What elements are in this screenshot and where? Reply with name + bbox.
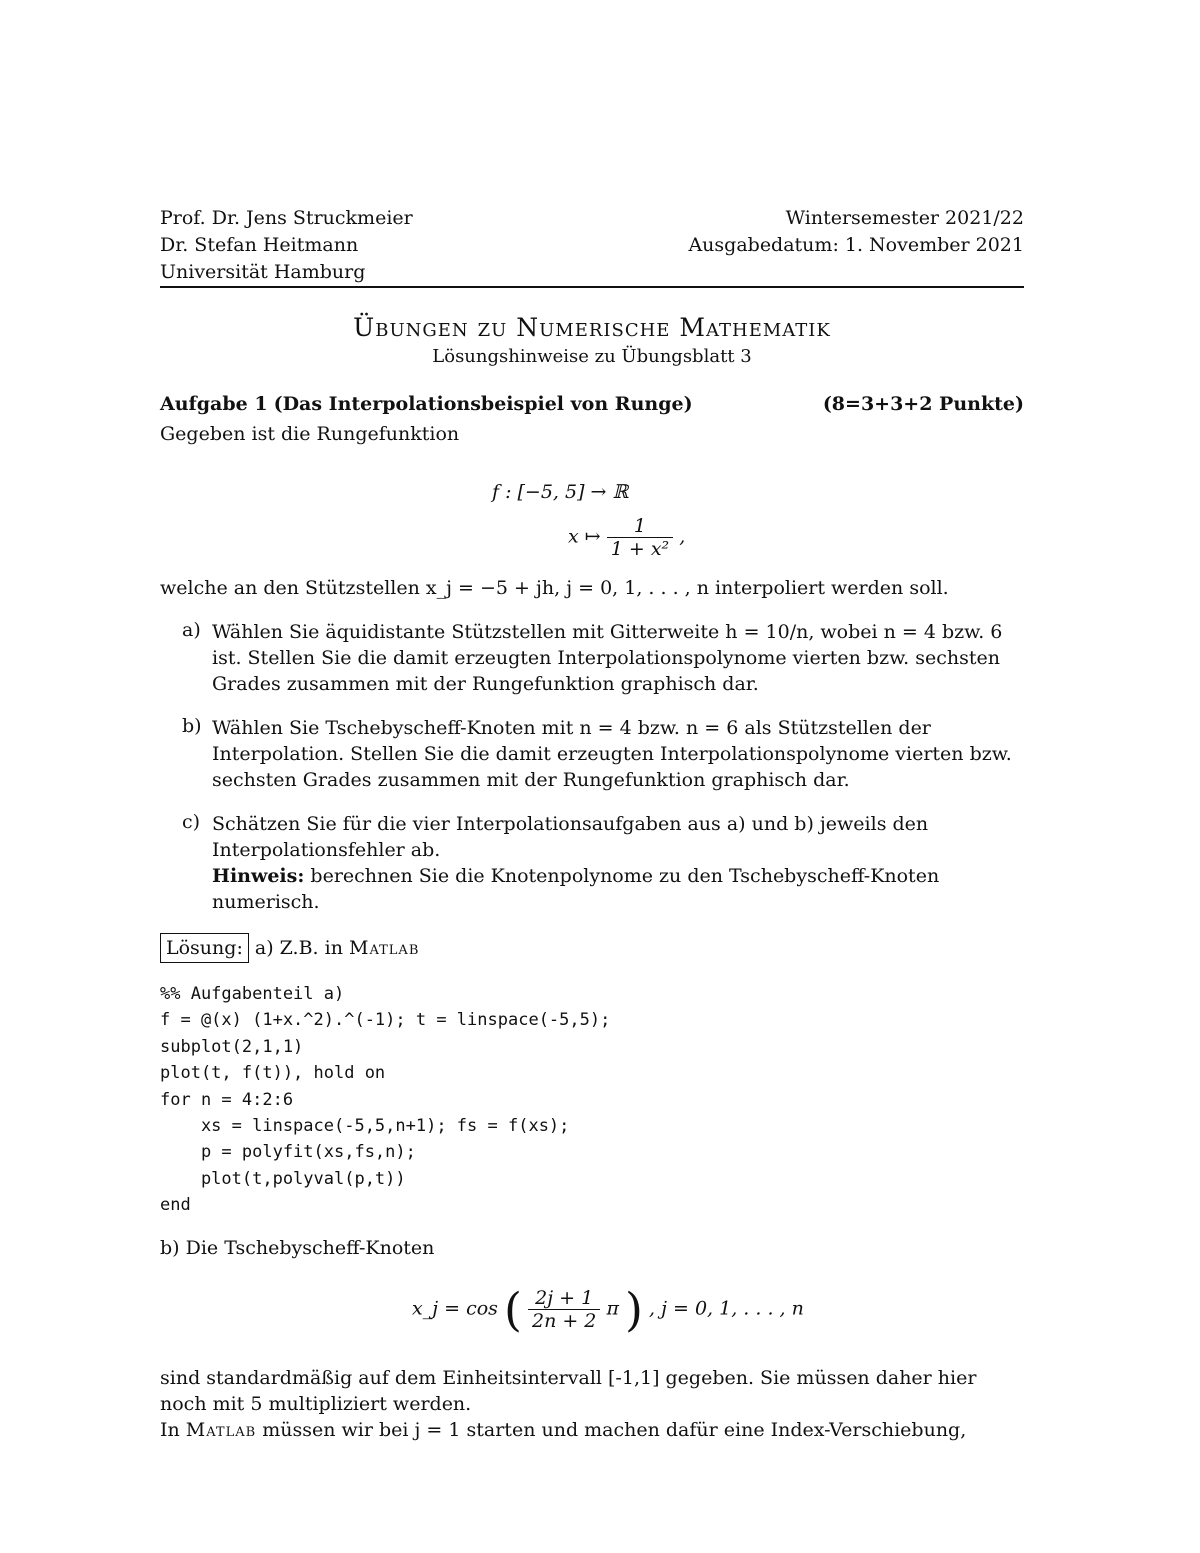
- header-university: Universität Hamburg: [160, 261, 366, 283]
- header-issue-date: Ausgabedatum: 1. November 2021: [688, 234, 1024, 256]
- matlab-code-block: %% Aufgabenteil a) f = @(x) (1+x.^2).^(-1); t = linspace(-5,5); subplot(2,1,1) plot(t, f(t)), hold on for n = 4:2:6 xs = linspace(-5,5,n+1); fs = f(xs); p = polyfit(xs,fs,n); plot(t,polyval(p,t)) end: [160, 984, 611, 1216]
- formula-map: f : [−5, 5] → ℝ: [492, 481, 629, 503]
- document-page: [160, 205, 1024, 1443]
- cheb-numerator: 2j + 1: [528, 1287, 600, 1310]
- matlab-name: Matlab: [349, 937, 420, 959]
- solution-after-1: sind standardmäßig auf dem Einheitsintervall [-1,1] gegeben. Sie müssen daher hier noch mit 5 multipliziert werden.: [160, 1366, 977, 1415]
- formula-tail: ,: [679, 525, 686, 548]
- chebyshev-formula: [160, 1273, 1024, 1353]
- solution-after-2: [160, 1417, 1024, 1443]
- right-paren-icon: ): [625, 1282, 643, 1337]
- task-name: (Das Interpolationsbeispiel von Runge): [273, 393, 693, 415]
- formula-fraction: [607, 515, 673, 560]
- cheb-denominator: 2n + 2: [531, 1309, 597, 1332]
- hint-label: Hinweis:: [212, 865, 305, 887]
- task-heading: [160, 393, 1024, 421]
- task-item-label: a): [182, 619, 201, 641]
- nodes-sentence: welche an den Stützstellen x_j = −5 + jh, j = 0, 1, . . . , n interpoliert werden soll.: [160, 577, 949, 599]
- left-paren-icon: (: [503, 1282, 522, 1337]
- cheb-fraction: [528, 1287, 600, 1332]
- header-author-1: Prof. Dr. Jens Struckmeier: [160, 207, 413, 229]
- runge-function-formula: [160, 461, 1024, 560]
- cheb-left: x_j = cos: [412, 1297, 498, 1320]
- solution-box-label: Lösung:: [160, 933, 249, 963]
- page-header: [160, 205, 1024, 291]
- formula-denominator: 1 + x²: [610, 538, 670, 560]
- formula-numerator: 1: [607, 515, 673, 538]
- task-item-label: b): [182, 715, 202, 737]
- hint-text: berechnen Sie die Knotenpolynome zu den Tschebyscheff-Knoten numerisch.: [212, 865, 940, 913]
- solution-heading: [160, 933, 1024, 963]
- task-points: (8=3+3+2 Punkte): [822, 393, 1024, 415]
- chebyshev-expression: [412, 1282, 804, 1337]
- solution-b-intro: b) Die Tschebyscheff-Knoten: [160, 1236, 435, 1259]
- task-intro: Gegeben ist die Rungefunktion: [160, 423, 460, 445]
- formula-x: x ↦: [568, 525, 601, 548]
- formula-assignment: [568, 515, 685, 560]
- header-authors: [160, 205, 413, 286]
- solution-a-prefix: a) Z.B. in: [254, 937, 343, 959]
- task-item-b: [160, 715, 1024, 793]
- task-item-a: [160, 619, 1024, 697]
- task-item-text: Schätzen Sie für die vier Interpolationsaufgaben aus a) und b) jeweils den Interpolationsfehler ab.: [212, 813, 929, 861]
- task-items: [160, 619, 1024, 915]
- matlab-name-2: Matlab: [185, 1418, 257, 1441]
- task-item-text: Wählen Sie äquidistante Stützstellen mit Gitterweite h = 10/n, wobei n = 4 bzw. 6 ist. Stellen Sie die damit erzeugten Interpolationspolynome vierten bzw. sechsten Grades zusammen mit der Rungefunktion graphisch dar.: [212, 621, 1003, 695]
- task-item-c: [160, 811, 1024, 915]
- header-semester: Wintersemester 2021/22: [785, 207, 1024, 229]
- document-subtitle: Lösungshinweise zu Übungsblatt 3: [432, 346, 752, 367]
- after2-suffix: müssen wir bei j = 1 starten und machen dafür eine Index-Verschiebung,: [262, 1418, 967, 1441]
- task-item-label: c): [182, 811, 201, 833]
- document-title: Übungen zu Numerische Mathematik: [353, 313, 831, 342]
- after2-prefix: In: [160, 1418, 180, 1441]
- cheb-pi: π: [606, 1297, 619, 1320]
- header-author-2: Dr. Stefan Heitmann: [160, 234, 359, 256]
- cheb-right: , j = 0, 1, . . . , n: [649, 1297, 804, 1320]
- task-hint: [212, 863, 1024, 915]
- header-semester-info: [688, 205, 1024, 259]
- header-rule: [160, 286, 1024, 288]
- task-item-text: Wählen Sie Tschebyscheff-Knoten mit n = 4 bzw. n = 6 als Stützstellen der Interpolation. Stellen Sie die damit erzeugten Interpolationspolynome vierten bzw. sechsten Grades zusammen mit der Rungefunktion graphisch dar.: [212, 717, 1012, 791]
- task-label: Aufgabe 1: [160, 393, 268, 415]
